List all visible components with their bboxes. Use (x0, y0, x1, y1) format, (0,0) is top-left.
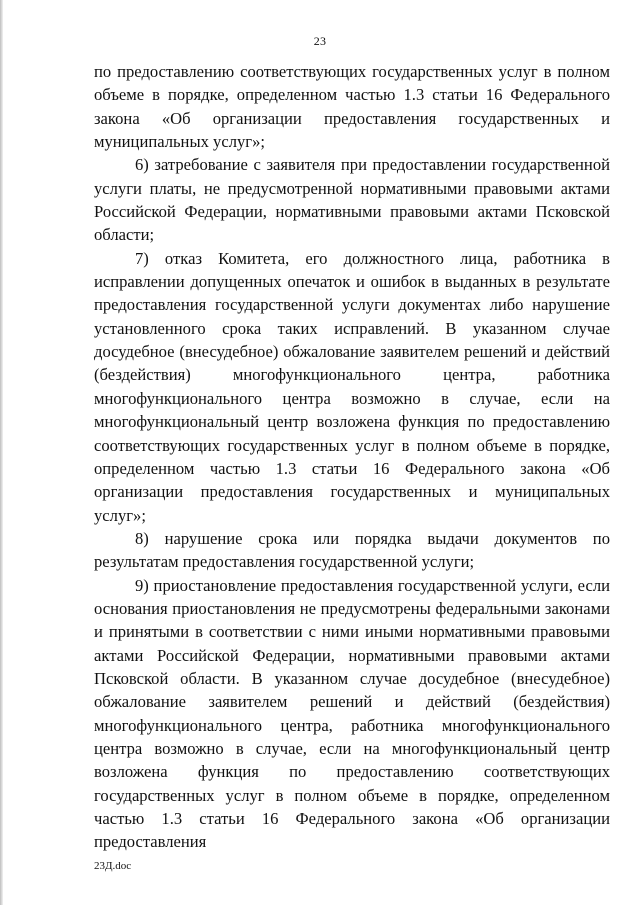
paragraph-item-9: 9) приостановление предоставления государственной услуги, если основания приостановления не предусмотрены федеральными законами и принятыми в соответствии с ними иными нормативными правовыми актами Российской Федерации, нормативными правовыми актами Псковской области. В указанном случае досудебное (внесудебное) обжалование заявителем решений и действий (бездействия) многофункционального центра, работника многофункционального центра возможно в случае, если на многофункциональный центр возложена функция по предоставлению соответствующих государственных услуг в полном объеме в порядке, определенном частью 1.3 статьи 16 Федерального закона «Об организации предоставления (94, 575, 610, 852)
paragraph-item-6: 6) затребование с заявителя при предоставлении государственной услуги платы, не предусмотренной нормативными правовыми актами Российской Федерации, нормативными правовыми актами Псковской области; (94, 155, 610, 245)
page-number: 23 (313, 34, 327, 48)
paragraph-item-8: 8) нарушение срока или порядка выдачи документов по результатам предоставления государственной услуги; (94, 528, 610, 572)
footer-filename: 23Д.doc (94, 860, 132, 872)
document-body (94, 60, 610, 854)
paragraph-item-7: 7) отказ Комитета, его должностного лица, работника в исправлении допущенных опечаток и ошибок в выданных в результате предоставления государственной услуги документах либо нарушение установленного срока таких исправлений. В указанном случае досудебное (внесудебное) обжалование заявителем решений и действий (бездействия) многофункционального центра, работника многофункционального центра возможно в случае, если на многофункциональный центр возложена функция по предоставлению соответствующих государственных услуг в полном объеме в порядке, определенном частью 1.3 статьи 16 Федерального закона «Об организации предоставления государственных и муниципальных услуг»; (94, 248, 610, 525)
scan-edge (0, 0, 3, 905)
paragraph-continuation: по предоставлению соответствующих государственных услуг в полном объеме в порядке, определенном частью 1.3 статьи 16 Федерального закона «Об организации предоставления государственных и муниципальных услуг»; (94, 62, 610, 152)
